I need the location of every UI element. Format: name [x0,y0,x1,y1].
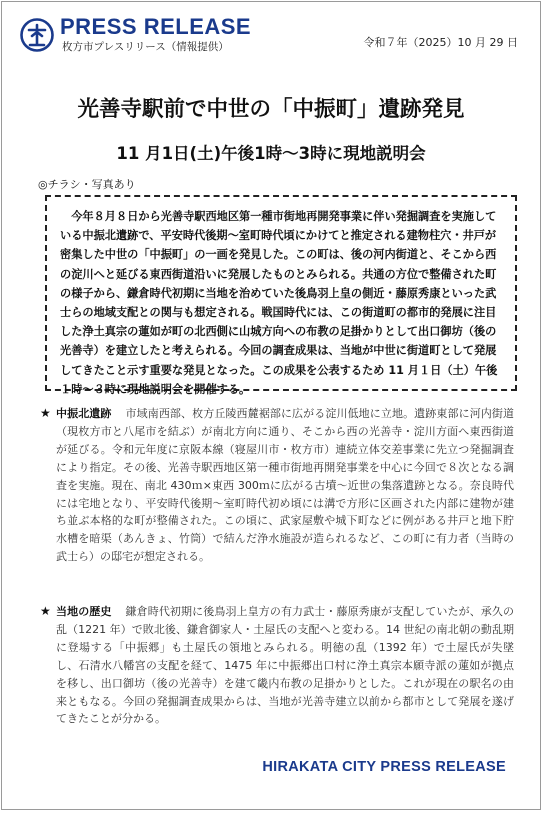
star-bullet-icon: ★ [40,604,51,618]
section-site-description [40,405,514,566]
section-local-history [40,603,514,728]
press-release-subtitle: 枚方市プレスリリース（情報提供） [62,41,229,53]
hirakata-city-emblem-icon [20,18,54,52]
press-release-page [1,1,541,810]
star-bullet-icon: ★ [40,406,51,420]
attachment-note: ◎チラシ・写真あり [38,178,136,191]
section-heading: 当地の歴史 [56,605,112,618]
summary-text: 今年８月８日から光善寺駅西地区第一種市街地再開発事業に伴い発掘調査を実施している中振北遺跡で、平安時代後期～室町時代頃にかけてと推定される建物柱穴・井戸が密集した中世の「中振町」の一画を発見した。この町は、後の河内街道と、そこから西の淀川へと延びる東西街道沿いに発展したものとみられる。共通の方位で整備された町の様子から、鎌倉時代初期に当地を治めていた後鳥羽上皇の側近・藤原秀康といった武士らの地域支配との関与も想定される。戦国時代には、この街道町の都市的発展に注目した浄土真宗の蓮如が町の北西側に山城方向への布教の足掛かりとして出口御坊（後の光善寺）を建立したと考えられる。今回の調査成果は、当地が中世に街道町として発展してきたこと示す重要な発見となった。この成果を公表するため 11 月１日（土）午後１時～３時に現地説明会を開催する。 [60,210,498,396]
release-date: 令和７年（2025）10 月 29 日 [363,36,518,49]
summary-box [45,195,517,396]
section-heading: 中振北遺跡 [56,407,112,420]
section-text: 市域南西部、枚方丘陵西麓裾部に広がる淀川低地に立地。遺跡東部に河内街道（現枚方市と八尾市を結ぶ）が南北方向に通り、そこから西の光善寺・淀川方面へ東西街道が延びる。令和元年度に京阪本線（寝屋川市・枚方市）連続立体交差事業に先立つ発掘調査により指定。その後、光善寺駅西地区第一種市街地再開発事業を中心に今回で８次となる調査を実施。現在、南北 430ｍ×東西 300ｍに広がる古墳～近世の集落遺跡となる。奈良時代には宅地となり、平安時代後期～室町時代初め頃には溝で方形に区画された内部に建物が建ち並ぶ本格的な町が整備された。この頃に、武家屋敷や城下町などに例がある井戸と地下貯水槽を暗渠（あんきょ、竹筒）で結んだ浄水施設が造られるなど、この町に有力者（当時の武士ら）の邸宅が想定される。 [56,407,515,564]
press-release-logo-text: PRESS RELEASE [60,14,252,39]
section-text: 鎌倉時代初期に後鳥羽上皇方の有力武士・藤原秀康が支配していたが、承久の乱（1221 年）で敗北後、鎌倉御家人・土屋氏の支配へと変わる。14 世紀の南北朝の動乱期に登場する「中振郷」も土屋氏の領地とみられる。明徳の乱（1392 年）で土屋氏が失墜し、石清水八幡宮の支配を経て、1475 年に中振郷出口村に浄土真宗本願寺派の蓮如が拠点を移し、出口御坊（後の光善寺）を建て畿内布教の足掛かりとした。これが現在の駅名の由来ともなる。今回の発掘調査成果からは、当地が光善寺建立以前から都市として発展を遂げてきたことが分かる。 [56,605,515,726]
section-body [56,603,514,728]
event-subheadline: 11 月1日(土)午後1時～3時に現地説明会 [116,144,426,163]
main-headline: 光善寺駅前で中世の「中振町」遺跡発見 [77,97,465,122]
section-body [56,405,514,566]
footer-brand: HIRAKATA CITY PRESS RELEASE [262,759,506,775]
